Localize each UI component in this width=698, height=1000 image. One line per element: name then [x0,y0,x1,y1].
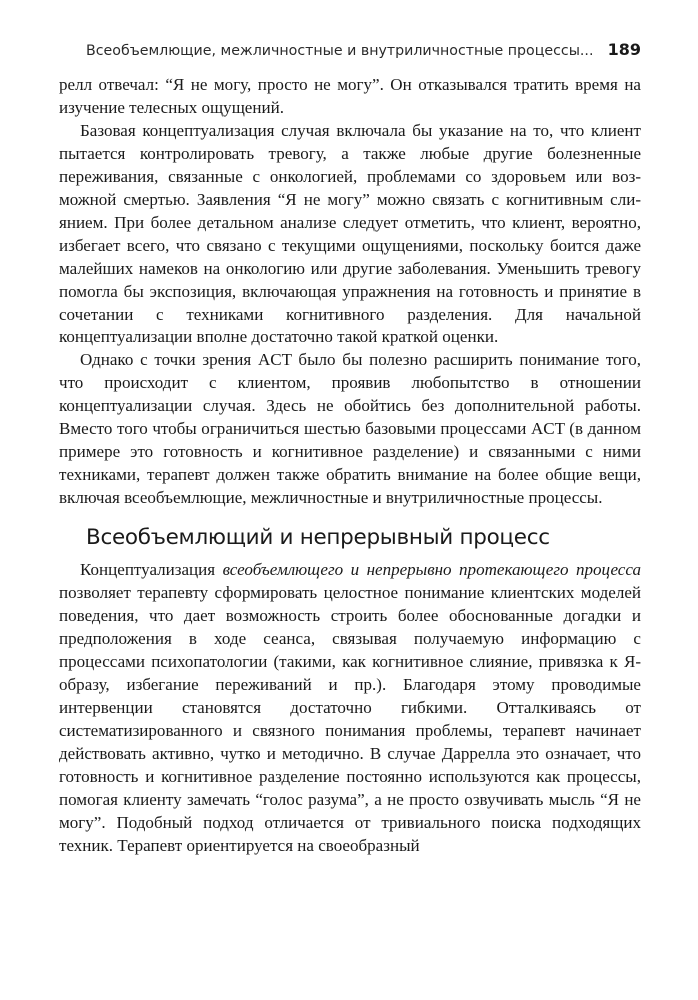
paragraph-lead: Концептуализация [80,560,223,580]
body-text [59,74,641,510]
running-head-title: Всеобъемлющие, межличностные и внутриличностные процессы... [86,43,594,59]
paragraph-ongoing-process [59,559,641,857]
paragraph-base-conceptualization: Базовая концептуализация случая включала бы указание на то, что клиент пытается контролировать тревогу, а также любые другие болезненные переживания, связанные с онкологией, проблемами со здоровьем или возможной смертью. Заявления “Я не могу” можно связать с когнитивным слиянием. При более детальном анализе следует отметить, что клиент, вероятно, избегает всего, что связано с текущими ощущениями, поскольку боится даже малейших намеков на онкологию или другие заболевания. Уменьшить тревогу помогла бы экспозиция, включающая упражнения на готовность и принятие в сочетании с техниками когнитивного разделения. Для начальной концептуализации вполне достаточно такой краткой оценки. [59,120,641,347]
section-body [59,559,641,857]
paragraph-act-perspective: Однако с точки зрения ACT было бы полезно расширить понимание того, что происходит с клиентом, проявив любопытство в отношении концептуализации случая. Здесь не обойтись без дополнительной работы. Вместо того чтобы ограничиться шестью базовыми процессами ACT (в данном примере это готовность и когнитивное разделение) и связанными с ними техниками, терапевт должен также обратить внимание на более общие вещи, включая всеобъемлющие, межличностные и внутриличностные процессы. [59,350,641,508]
paragraph-rest: позволяет терапевту сформировать целостное понимание клиентских моделей поведения, что дает возможность строить более обоснованные догадки и предположения в ходе сеанса, связывая получаемую информацию с процессами психопатологии (такими, как когнитивное слияние, привязка к Я-образу, избегание переживаний и пр.). Благодаря этому проводимые интервенции становятся достаточно гибкими. Отталкиваясь от систематизированного и связного понимания проблемы, терапевт начинает действовать активно, чутко и методично. В случае Даррелла это означает, что готовность и когнитивное разделение постоянно используются как процессы, помогая клиенту замечать “голос разума”, а не просто озвучивать мысль “Я не могу”. Подобный подход отличается от тривиального поиска подходящих техник. Терапевт ориентируется на своеобразный [59,583,641,855]
paragraph-continuation: релл отвечал: “Я не могу, просто не могу”. Он отказывался тратить время на изучение телесных ощущений. [59,75,641,117]
paragraph-emphasis: всеобъемлющего и непрерывно протекающего процесса [222,560,641,580]
running-head [59,40,641,74]
section-heading: Всеобъемлющий и непрерывный процесс [86,525,550,551]
book-page [59,40,641,858]
page-number: 189 [607,40,641,59]
